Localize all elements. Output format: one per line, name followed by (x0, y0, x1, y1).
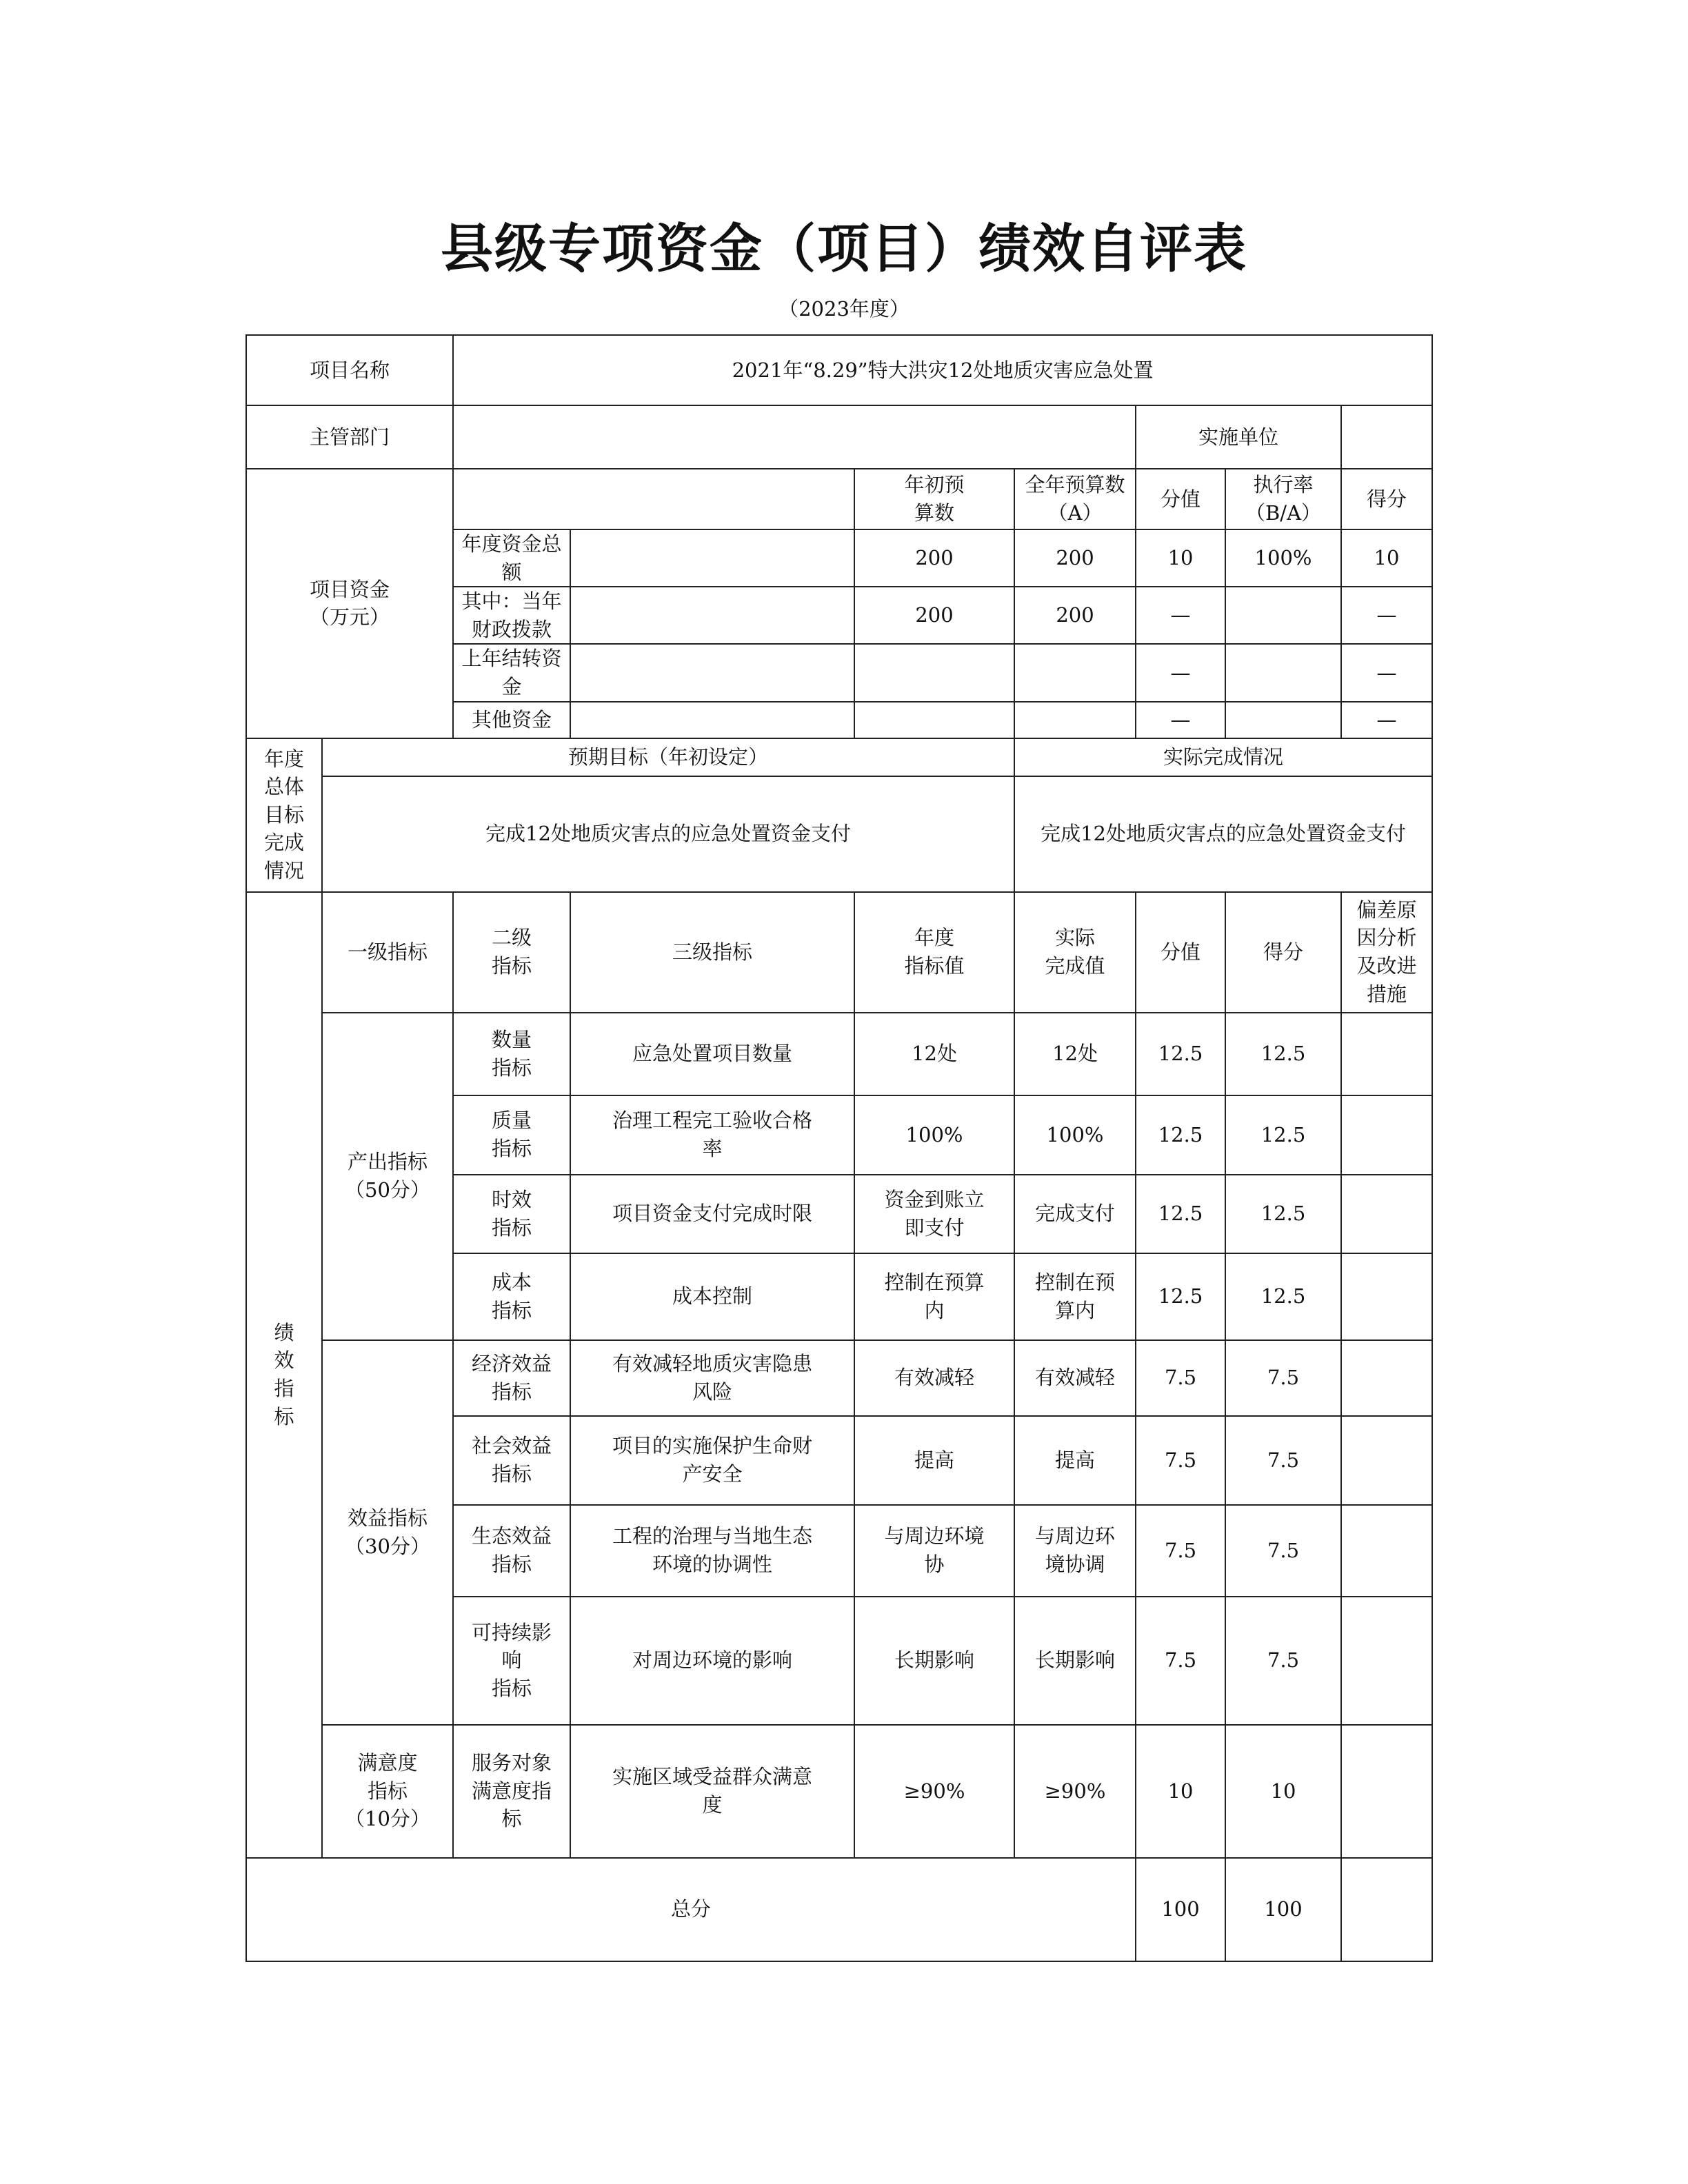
funds-header-rate: 执行率 （B/A） (1225, 469, 1341, 529)
ind-level2: 时效 指标 (453, 1175, 570, 1253)
project-name-value: 2021年“8.29”特大洪灾12处地质灾害应急处置 (453, 335, 1432, 405)
ind-score: 7.5 (1225, 1340, 1341, 1416)
total-score-value: 100 (1136, 1858, 1225, 1961)
ind-remark (1341, 1253, 1432, 1340)
ind-target: 与周边环境 协 (854, 1505, 1014, 1597)
ind-actual: 完成支付 (1014, 1175, 1136, 1253)
ind-actual: 提高 (1014, 1416, 1136, 1505)
ind-level2: 成本 指标 (453, 1253, 570, 1340)
group-benefit: 效益指标 （30分） (322, 1340, 453, 1725)
funds-row-label: 其中：当年财政拨款 (453, 587, 570, 644)
group-output: 产出指标 （50分） (322, 1013, 453, 1340)
project-name-label: 项目名称 (246, 335, 453, 405)
dept-label: 主管部门 (246, 405, 453, 469)
ind-target: ≥90% (854, 1725, 1014, 1858)
funds-row-label: 年度资金总额 (453, 529, 570, 587)
funds-row-score: — (1341, 587, 1432, 644)
ind-level2: 质量 指标 (453, 1095, 570, 1175)
ind-remark (1341, 1175, 1432, 1253)
ind-level3: 成本控制 (570, 1253, 854, 1340)
funds-row-executed (1014, 702, 1136, 738)
funds-row-score-value: — (1136, 587, 1225, 644)
indicators-side-label: 绩 效 指 标 (246, 892, 322, 1858)
indicator-row (246, 1725, 1432, 1858)
ind-remark (1341, 1095, 1432, 1175)
funds-row-initial (570, 587, 854, 644)
evaluation-table (245, 334, 1433, 1962)
goals-actual-value: 完成12处地质灾害点的应急处置资金支付 (1014, 776, 1432, 892)
ind-target: 100% (854, 1095, 1014, 1175)
ind-actual: 12处 (1014, 1013, 1136, 1095)
indicator-row (246, 1340, 1432, 1416)
ind-score: 12.5 (1225, 1253, 1341, 1340)
unit-value (1341, 405, 1432, 469)
ind-score-value: 7.5 (1136, 1505, 1225, 1597)
funds-row-score-value: — (1136, 702, 1225, 738)
ind-score: 7.5 (1225, 1597, 1341, 1725)
group-satisfaction: 满意度 指标 （10分） (322, 1725, 453, 1858)
funds-row-rate (1225, 587, 1341, 644)
goals-actual-header: 实际完成情况 (1014, 738, 1432, 776)
ind-level3: 治理工程完工验收合格 率 (570, 1095, 854, 1175)
ind-target: 资金到账立 即支付 (854, 1175, 1014, 1253)
funds-header-annual: 全年预算数 （A） (1014, 469, 1136, 529)
funds-row-score: — (1341, 702, 1432, 738)
ind-header-level3: 三级指标 (570, 892, 854, 1013)
ind-level2: 经济效益 指标 (453, 1340, 570, 1416)
ind-header-target: 年度 指标值 (854, 892, 1014, 1013)
funds-row-score: 10 (1341, 529, 1432, 587)
ind-header-level1: 一级指标 (322, 892, 453, 1013)
ind-level3: 工程的治理与当地生态 环境的协调性 (570, 1505, 854, 1597)
ind-target: 长期影响 (854, 1597, 1014, 1725)
ind-level2: 生态效益 指标 (453, 1505, 570, 1597)
ind-header-score-value: 分值 (1136, 892, 1225, 1013)
ind-remark (1341, 1013, 1432, 1095)
ind-actual: ≥90% (1014, 1725, 1136, 1858)
ind-header-level2: 二级 指标 (453, 892, 570, 1013)
ind-level2: 数量 指标 (453, 1013, 570, 1095)
funds-header-score: 得分 (1341, 469, 1432, 529)
ind-actual: 100% (1014, 1095, 1136, 1175)
ind-score-value: 7.5 (1136, 1340, 1225, 1416)
ind-header-score: 得分 (1225, 892, 1341, 1013)
funds-row-initial (570, 529, 854, 587)
ind-remark (1341, 1340, 1432, 1416)
ind-score-value: 12.5 (1136, 1013, 1225, 1095)
ind-actual: 与周边环 境协调 (1014, 1505, 1136, 1597)
ind-level3: 项目的实施保护生命财 产安全 (570, 1416, 854, 1505)
funds-row-initial (570, 702, 854, 738)
funds-row-annual (854, 644, 1014, 701)
ind-remark (1341, 1597, 1432, 1725)
funds-header-blank (453, 469, 854, 529)
page-title: 县级专项资金（项目）绩效自评表 (441, 218, 1247, 279)
ind-target: 有效减轻 (854, 1340, 1014, 1416)
funds-row-executed: 200 (1014, 529, 1136, 587)
indicator-row (246, 1013, 1432, 1095)
ind-level3: 项目资金支付完成时限 (570, 1175, 854, 1253)
funds-row-score-value: — (1136, 644, 1225, 701)
ind-actual: 有效减轻 (1014, 1340, 1136, 1416)
ind-score: 10 (1225, 1725, 1341, 1858)
funds-row-annual: 200 (854, 529, 1014, 587)
funds-row-annual (854, 702, 1014, 738)
goals-label: 年度 总体 目标 完成 情况 (246, 738, 322, 892)
unit-label: 实施单位 (1136, 405, 1341, 469)
funds-row-rate (1225, 702, 1341, 738)
ind-score: 12.5 (1225, 1095, 1341, 1175)
dept-value (453, 405, 1136, 469)
ind-score-value: 12.5 (1136, 1253, 1225, 1340)
goals-expected-value: 完成12处地质灾害点的应急处置资金支付 (322, 776, 1014, 892)
funds-row-rate: 100% (1225, 529, 1341, 587)
ind-score-value: 7.5 (1136, 1597, 1225, 1725)
ind-target: 提高 (854, 1416, 1014, 1505)
ind-score-value: 12.5 (1136, 1175, 1225, 1253)
ind-actual: 长期影响 (1014, 1597, 1136, 1725)
ind-header-remark: 偏差原 因分析 及改进 措施 (1341, 892, 1432, 1013)
ind-score-value: 12.5 (1136, 1095, 1225, 1175)
ind-level2: 服务对象 满意度指 标 (453, 1725, 570, 1858)
funds-row-score-value: 10 (1136, 529, 1225, 587)
funds-row-executed: 200 (1014, 587, 1136, 644)
year-label: （2023年度） (778, 297, 910, 321)
total-score: 100 (1225, 1858, 1341, 1961)
ind-remark (1341, 1725, 1432, 1858)
ind-level3: 应急处置项目数量 (570, 1013, 854, 1095)
funds-row-executed (1014, 644, 1136, 701)
ind-score: 12.5 (1225, 1013, 1341, 1095)
funds-row-rate (1225, 644, 1341, 701)
ind-remark (1341, 1505, 1432, 1597)
ind-header-actual: 实际 完成值 (1014, 892, 1136, 1013)
funds-header-score-value: 分值 (1136, 469, 1225, 529)
ind-level2: 可持续影 响 指标 (453, 1597, 570, 1725)
ind-actual: 控制在预 算内 (1014, 1253, 1136, 1340)
funds-row-label: 其他资金 (453, 702, 570, 738)
ind-remark (1341, 1416, 1432, 1505)
funds-row-initial (570, 644, 854, 701)
ind-score: 7.5 (1225, 1416, 1341, 1505)
goals-expected-header: 预期目标（年初设定） (322, 738, 1014, 776)
ind-level3: 有效减轻地质灾害隐患 风险 (570, 1340, 854, 1416)
ind-target: 控制在预算 内 (854, 1253, 1014, 1340)
funds-header-initial: 年初预 算数 (854, 469, 1014, 529)
ind-level3: 实施区域受益群众满意 度 (570, 1725, 854, 1858)
total-label: 总分 (246, 1858, 1136, 1961)
funds-row-label: 上年结转资金 (453, 644, 570, 701)
ind-level2: 社会效益 指标 (453, 1416, 570, 1505)
ind-score: 7.5 (1225, 1505, 1341, 1597)
ind-score: 12.5 (1225, 1175, 1341, 1253)
funds-row-annual: 200 (854, 587, 1014, 644)
funds-row-score: — (1341, 644, 1432, 701)
ind-target: 12处 (854, 1013, 1014, 1095)
ind-score-value: 10 (1136, 1725, 1225, 1858)
funds-label: 项目资金 （万元） (246, 469, 453, 738)
total-remark (1341, 1858, 1432, 1961)
ind-level3: 对周边环境的影响 (570, 1597, 854, 1725)
ind-score-value: 7.5 (1136, 1416, 1225, 1505)
